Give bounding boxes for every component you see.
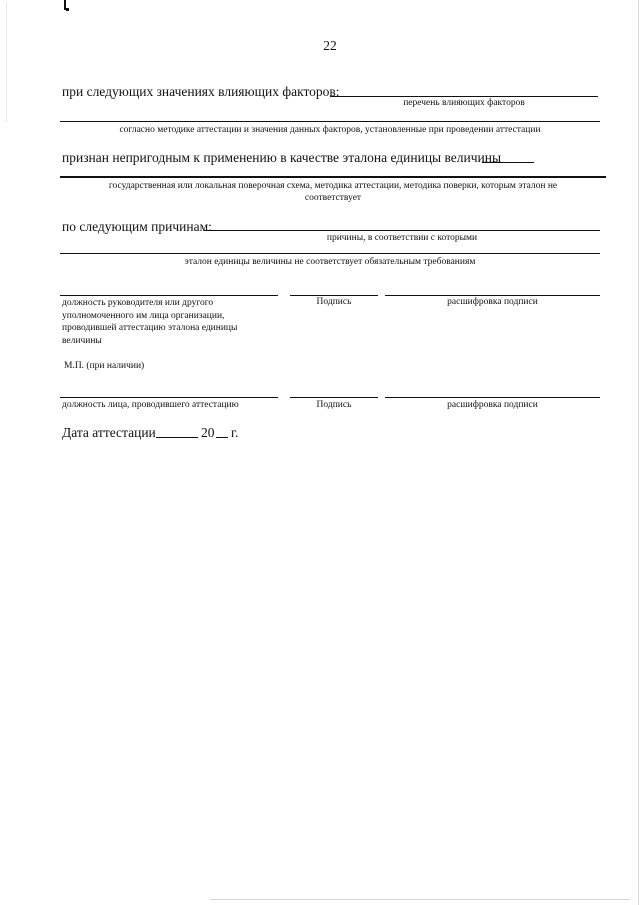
reasons-caption-2: эталон единицы величины не соответствует обязательным требованиям [184, 257, 476, 267]
factors-second-line [60, 121, 600, 122]
factors-label: при следующих значениях влияющих факторов: [62, 84, 340, 99]
unfit-label: признан непригодным к применению в качестве эталона единицы величины [62, 150, 502, 165]
person-position-caption: должность лица, проводившего аттестацию [62, 400, 239, 410]
date-year-prefix: 20 [201, 425, 215, 440]
scan-edge-bottom [210, 899, 630, 900]
date-year-line [216, 437, 228, 438]
reasons-fill-line [204, 230, 600, 231]
head-position-line-4: величины [62, 335, 102, 346]
scan-edge-right [638, 0, 639, 905]
factors-fill-line [330, 96, 598, 97]
unfit-caption-1: государственная или локальная поверочная схема, методика аттестации, методика поверки, которым эталон не [108, 181, 558, 191]
person-decoding-line [385, 397, 600, 398]
stamp-label: М.П. (при наличии) [64, 361, 145, 371]
head-signature-caption: Подпись [316, 297, 352, 307]
head-signature-line [290, 295, 378, 296]
reasons-label: по следующим причинам: [62, 219, 212, 234]
person-position-line [60, 397, 278, 398]
head-decoding-caption: расшифровка подписи [447, 297, 538, 307]
person-decoding-caption: расшифровка подписи [447, 400, 538, 410]
reasons-caption-1: причины, в соответствии с которыми [326, 233, 478, 243]
reasons-second-line [60, 253, 600, 254]
head-position-line [60, 295, 278, 296]
head-decoding-line [385, 295, 600, 296]
scan-edge-left [6, 2, 7, 122]
person-signature-caption: Подпись [316, 400, 352, 410]
date-year-suffix: г. [231, 425, 239, 440]
unfit-caption-2: соответствует [304, 193, 362, 203]
factors-caption: перечень влияющих факторов [403, 98, 525, 108]
date-label: Дата аттестации [62, 425, 156, 440]
page-number: 22 [323, 38, 337, 53]
person-signature-line [290, 397, 378, 398]
head-position-line-3: проводившей аттестацию эталона единицы [62, 323, 238, 333]
head-position-line-1: должность руководителя или другого [62, 298, 214, 308]
head-position-line-2: уполномоченного им лица организации, [62, 310, 225, 321]
unfit-line [60, 176, 606, 178]
head-position-text [62, 297, 237, 347]
factors-caption2: согласно методике аттестации и значения данных факторов, установленные при проведении аттестации [119, 125, 541, 135]
date-day-line [156, 437, 198, 438]
unfit-short-line [482, 162, 534, 163]
scan-mark-dot [66, 8, 69, 11]
